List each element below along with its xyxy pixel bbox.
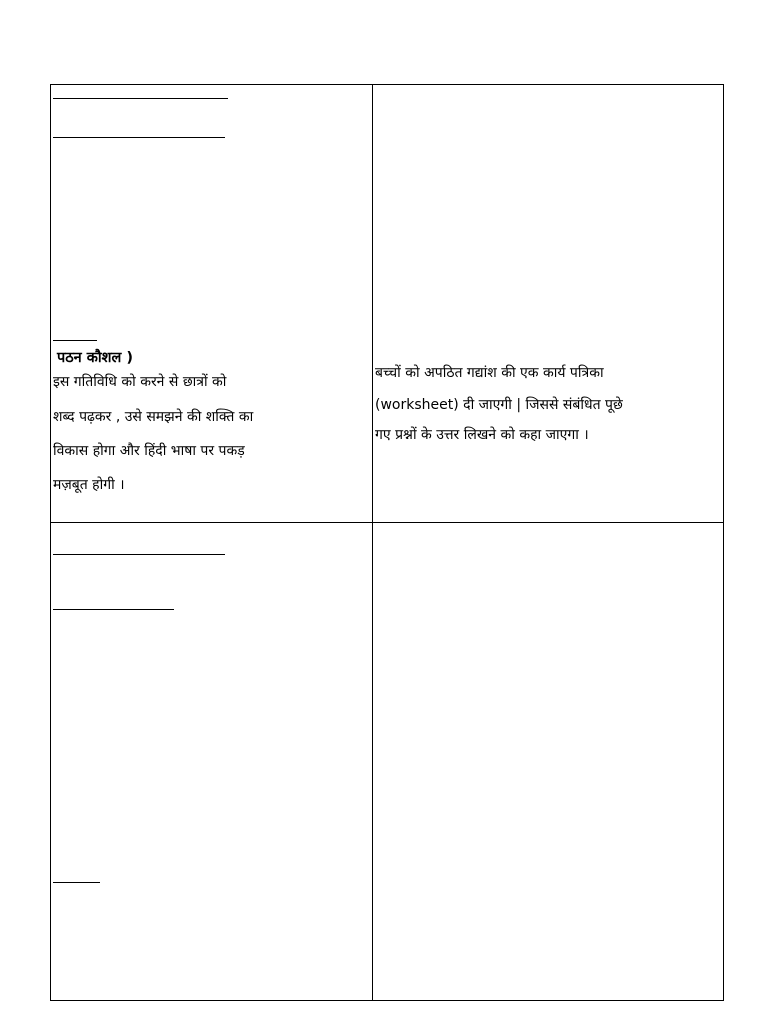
- redacted-line: [53, 554, 225, 555]
- redacted-line: [53, 882, 100, 883]
- redacted-line: [53, 98, 228, 99]
- skill-description-line: मज़बूत होगी ।: [53, 477, 125, 493]
- skill-description-line: विकास होगा और हिंदी भाषा पर पकड़: [53, 443, 245, 459]
- row-divider: [51, 522, 723, 523]
- skill-heading: पठन कौशल ): [57, 350, 134, 366]
- lesson-plan-table: [50, 84, 724, 1001]
- activity-description-line: (worksheet) दी जाएगी | जिससे संबंधित पूछे: [375, 397, 623, 413]
- redacted-line: [53, 137, 225, 138]
- activity-description-line: गए प्रश्नों के उत्तर लिखने को कहा जाएगा ।: [375, 427, 589, 443]
- redacted-line: [53, 609, 174, 610]
- skill-description-line: शब्द पढ़कर , उसे समझने की शक्ति का: [53, 409, 254, 425]
- column-divider: [372, 85, 373, 1000]
- redacted-line: [53, 340, 97, 341]
- activity-description-line: बच्चों को अपठित गद्यांश की एक कार्य पत्रिका: [375, 365, 604, 381]
- skill-description-line: इस गतिविधि को करने से छात्रों को: [53, 374, 227, 390]
